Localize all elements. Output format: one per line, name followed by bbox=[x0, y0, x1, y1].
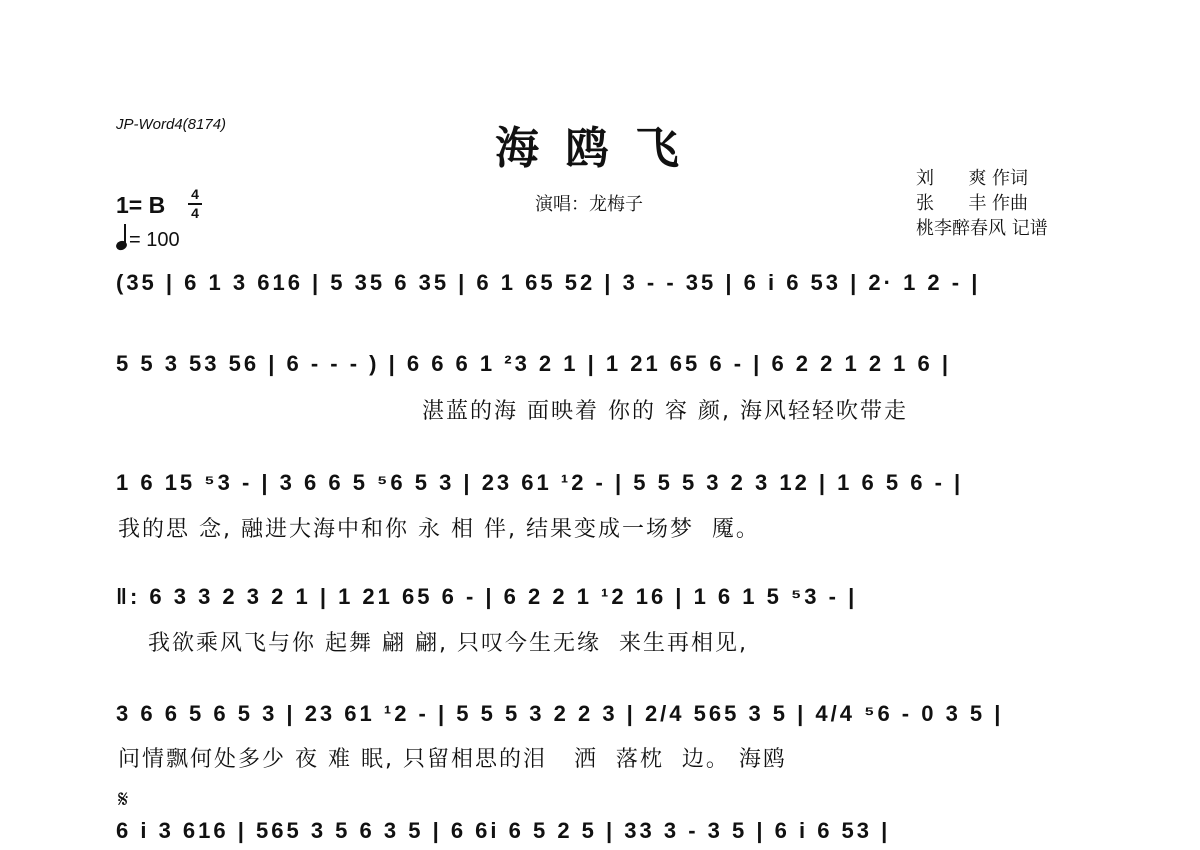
score-line-1: (35 | 6 1 3 616 | 5 35 6 35 | 6 1 65 52 | 3 - - 35 | 6 i 6 53 | 2· 1 2 - | bbox=[116, 270, 981, 295]
composer-credit: 张 丰 作曲 bbox=[916, 193, 1029, 214]
transcriber-credit: 桃李醉春风 记谱 bbox=[916, 218, 1048, 239]
tempo-value: = 100 bbox=[129, 229, 180, 251]
lyric-line-3: 我的思 念, 融进大海中和你 永 相 伴, 结果变成一场梦 魇。 bbox=[118, 517, 760, 542]
lyric-line-4: 我欲乘风飞与你 起舞 翩 翩, 只叹今生无缘 来生再相见, bbox=[148, 631, 748, 656]
lyric-line-2: 湛蓝的海 面映着 你的 容 颜, 海风轻轻吹带走 bbox=[422, 399, 908, 424]
software-label: JP-Word4(8174) bbox=[116, 116, 227, 133]
score-line-2: 5 5 3 53 56 | 6 - - - ) | 6 6 6 1 ²3 2 1 | 1 21 65 6 - | 6 2 2 1 2 1 6 | bbox=[116, 351, 952, 376]
time-sig-top: 4 bbox=[191, 186, 199, 202]
score-line-3: 1 6 15 ⁵3 - | 3 6 6 5 ⁵6 5 3 | 23 61 ¹2 - | 5 5 5 3 2 3 12 | 1 6 5 6 - | bbox=[116, 470, 964, 495]
time-sig-bottom: 4 bbox=[191, 205, 199, 221]
credits-block bbox=[916, 166, 1048, 241]
note-stem-icon bbox=[124, 224, 126, 244]
key-signature: 1= B bbox=[116, 192, 166, 218]
lyric-line-5: 问情飘何处多少 夜 难 眠, 只留相思的泪 洒 落枕 边。 海鸥 bbox=[118, 747, 787, 772]
segno-icon: 𝄋 bbox=[118, 786, 129, 813]
time-signature bbox=[188, 187, 202, 221]
tempo-marking bbox=[116, 226, 180, 252]
score-line-5: 3 6 6 5 6 5 3 | 23 61 ¹2 - | 5 5 5 3 2 2 3 | 2/4 565 3 5 | 4/4 ⁵6 - 0 3 5 | bbox=[116, 701, 1004, 726]
singer-credit: 演唱：龙梅子 bbox=[535, 194, 643, 215]
quarter-note-icon bbox=[115, 239, 128, 251]
song-title: 海鸥飞 bbox=[495, 123, 705, 174]
score-line-6: 6 i 3 616 | 565 3 5 6 3 5 | 6 6i 6 5 2 5 | 33 3 - 3 5 | 6 i 6 53 | bbox=[116, 818, 891, 843]
score-line-4: ‖: 6 3 3 2 3 2 1 | 1 21 65 6 - | 6 2 2 1 ¹2 16 | 1 6 1 5 ⁵3 - | bbox=[116, 584, 858, 609]
lyricist-credit: 刘 爽 作词 bbox=[916, 168, 1029, 189]
